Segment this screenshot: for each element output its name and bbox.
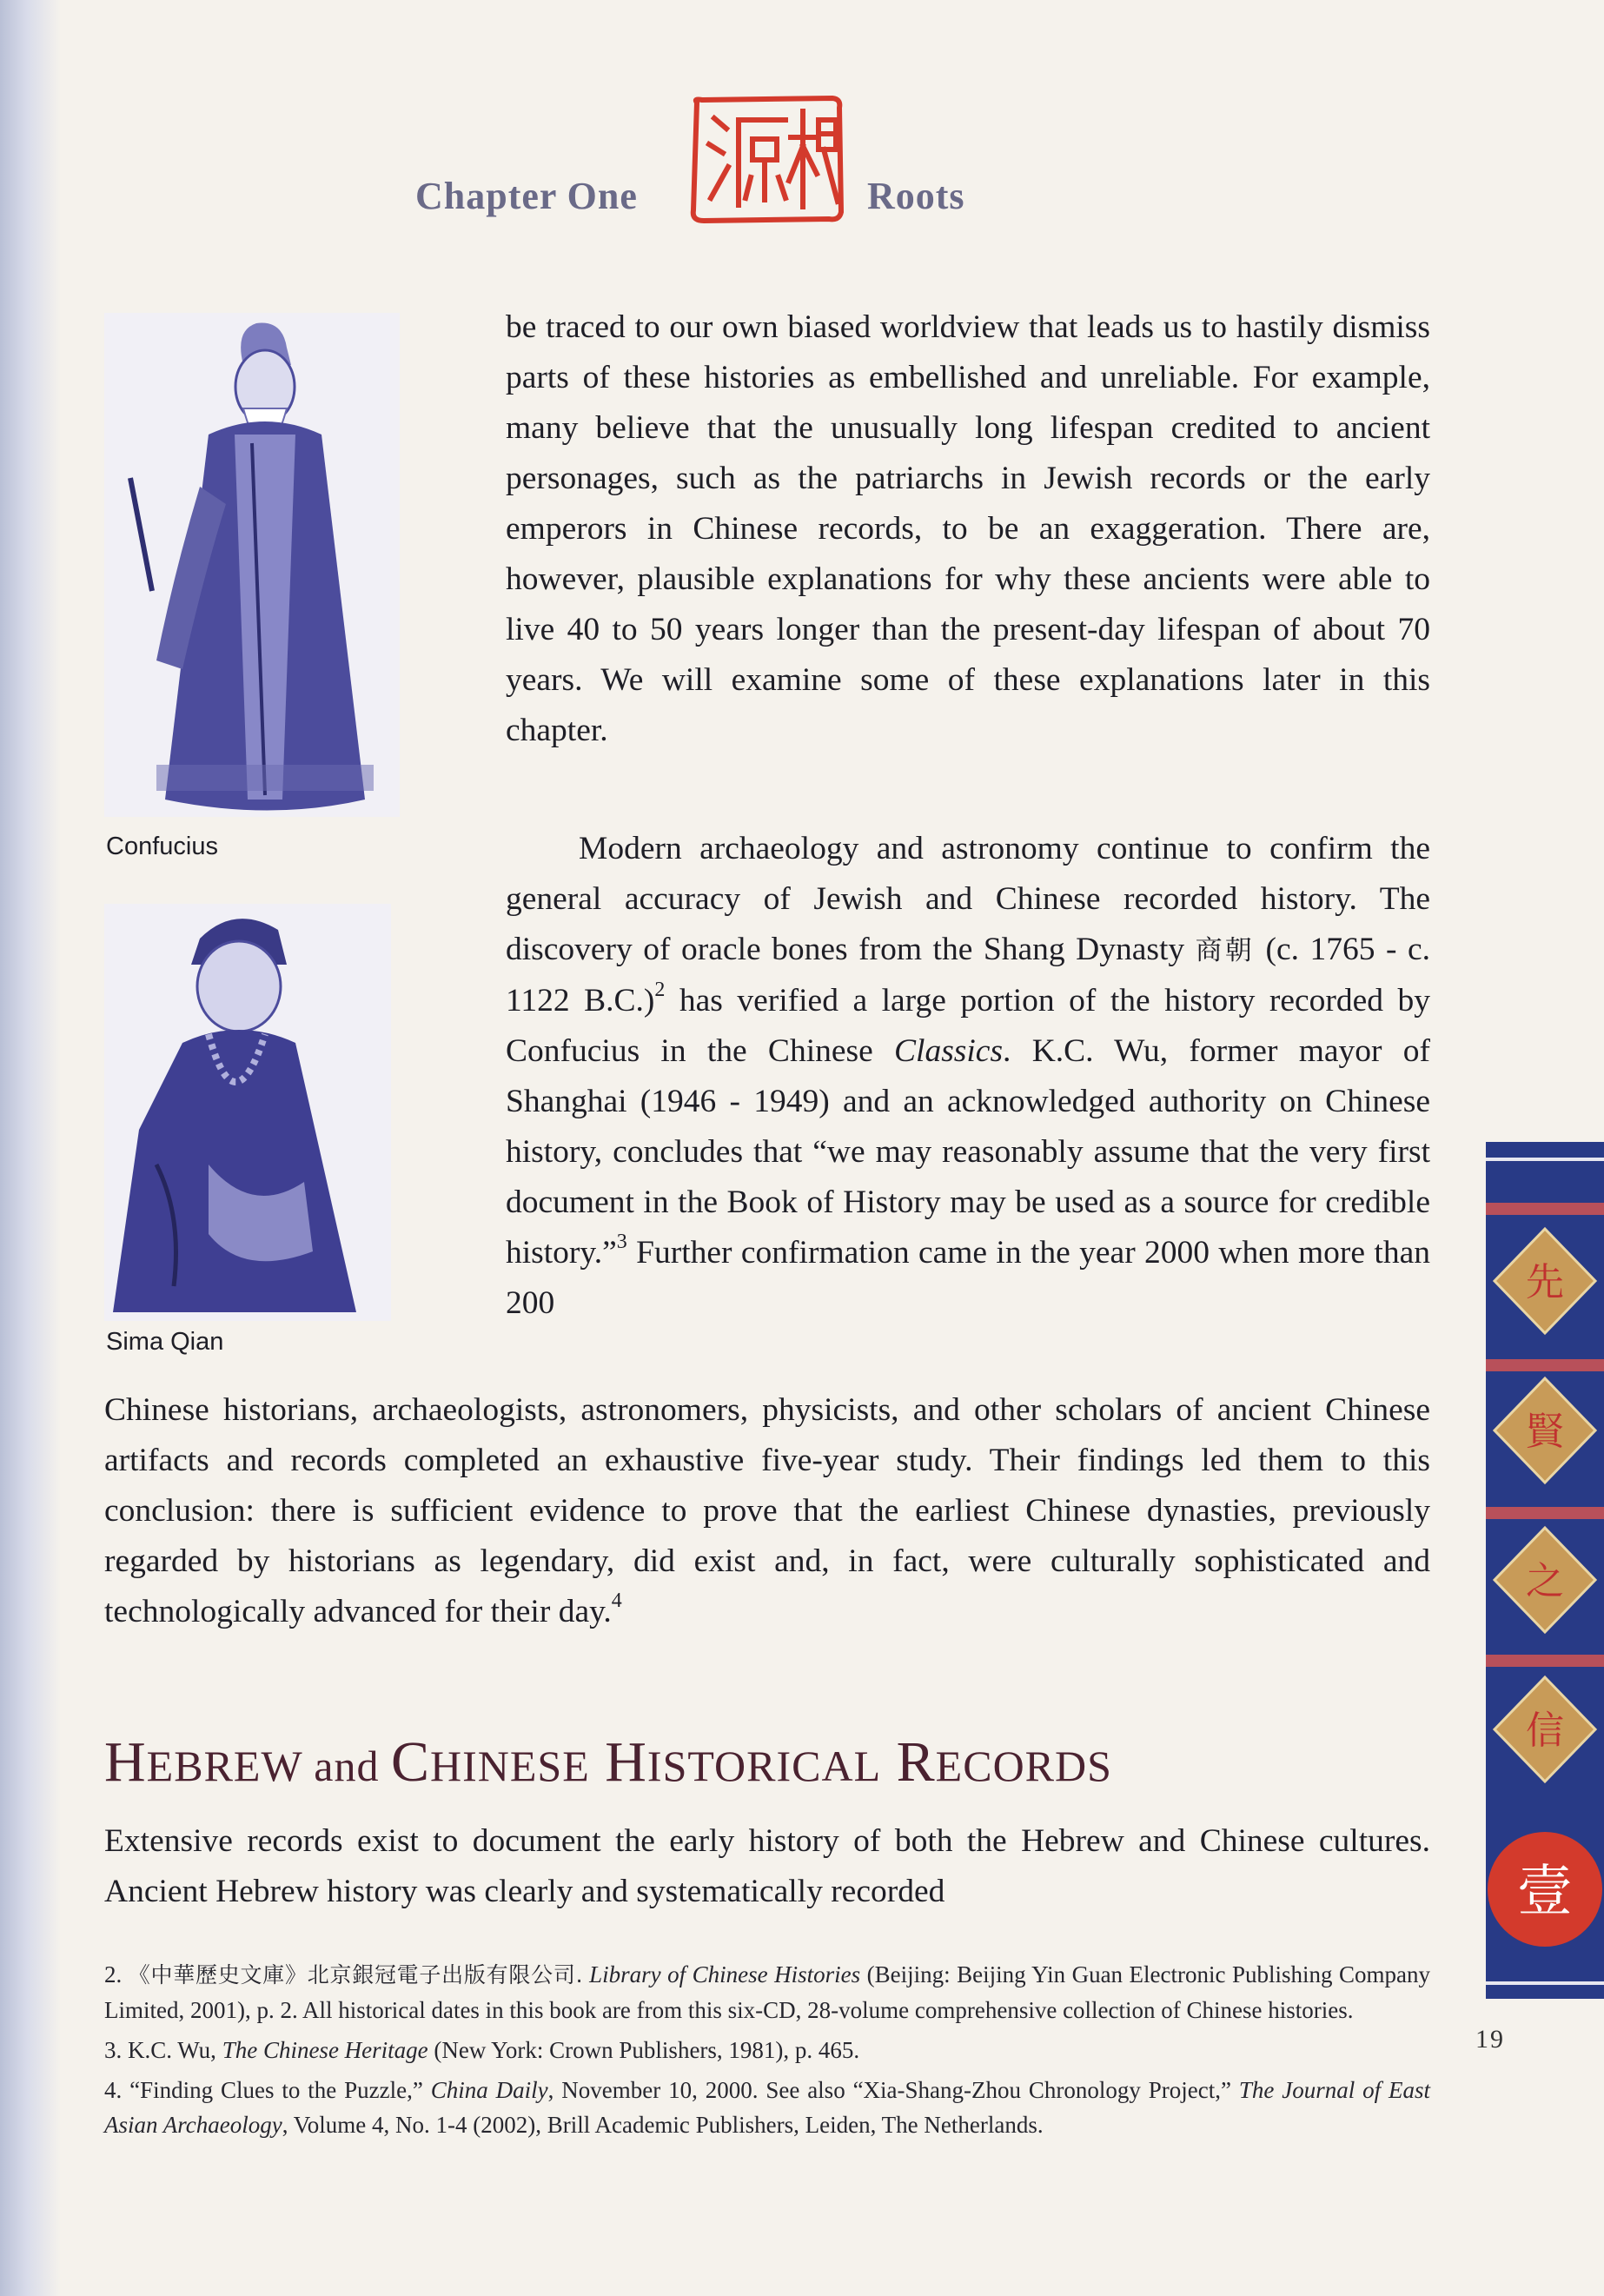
paragraph-text: be traced to our own biased worldview that leads us to hastily dismiss parts of these histories as embellished and unreliable. For example, many believe that the unusually long lifespan credited to ancient personages, such as the patriarchs in Jewish records or the early emperors in Chinese records, to be an exaggeration. There are, however, plausible explanations for why these ancients were able to live 40 to 50 years longer than the present-day lifespan of about 70 years. We will examine some of these explanations later in this chapter. <box>506 309 1430 748</box>
band-char: 先 <box>1526 1260 1564 1304</box>
confucius-portrait <box>104 313 400 817</box>
footnote <box>104 2073 1430 2142</box>
footnote-text: , November 10, 2000. See also “Xia-Shang-Zhou Chronology Project,” <box>547 2077 1239 2103</box>
text-span: has verified a large portion of the history recorded by Confucius in the Chinese <box>506 983 1431 1069</box>
section-heading <box>104 1729 1112 1795</box>
sima-qian-portrait <box>104 904 391 1321</box>
footnote-title: The Chinese Heritage <box>222 2037 428 2063</box>
footnote-title: The Journal of East Asian Archaeology <box>104 2077 1431 2138</box>
heading-part: R <box>881 1730 936 1794</box>
body-paragraph <box>506 824 1430 1329</box>
heading-part: HINESE <box>429 1742 590 1790</box>
figure-caption: Sima Qian <box>106 1328 224 1356</box>
chapter-side-band <box>1486 1142 1604 1999</box>
chapter-title: Roots <box>867 175 965 217</box>
footnote-ref[interactable]: 4 <box>611 1589 622 1612</box>
chapter-header <box>408 94 1017 224</box>
page-gutter-shadow <box>0 0 61 2296</box>
italic-title: Classics <box>894 1033 1004 1069</box>
footnote-text: , Volume 4, No. 1-4 (2002), Brill Academic Publishers, Leiden, The Netherlands. <box>282 2112 1044 2138</box>
text-span: . K.C. Wu, former mayor of Shanghai (1946 - 1949) and an acknowledged authority on Chinese history, concludes that “we may reasonably assume that the very first document in the Book of History may be used as a source for credible history.” <box>506 1033 1430 1271</box>
footnote-text: “Finding Clues to the Puzzle,” <box>129 2077 431 2103</box>
footnote-text: (New York: Crown Publishers, 1981), p. 465. <box>428 2037 860 2063</box>
heading-part: H <box>104 1730 147 1794</box>
band-ornaments <box>1486 1142 1604 1999</box>
heading-part: H <box>589 1730 647 1794</box>
body-paragraph <box>506 302 1430 756</box>
footnote-number: 4. <box>104 2077 123 2103</box>
footnote-title: Library of Chinese Histories <box>589 1961 861 1987</box>
footnote-text: (Beijing: Beijing Yin Guan Electronic Publishing Company Limited, 2001), p. 2. All historical dates in this book are from this six-CD, 28-volume comprehensive collection of Chinese histories. <box>104 1961 1430 2023</box>
body-paragraph <box>104 1385 1430 1637</box>
text-span: Further confirmation came in the year 2000 when more than 200 <box>506 1235 1430 1321</box>
heading-part: ISTORICAL <box>646 1742 882 1790</box>
footnote-number: 3. <box>104 2037 123 2063</box>
roots-seal-stamp <box>685 94 846 224</box>
chinese-text: 商朝 <box>1195 935 1255 966</box>
body-paragraph <box>104 1816 1430 1917</box>
footnote <box>104 2033 1430 2067</box>
paragraph-text: Extensive records exist to document the early history of both the Hebrew and Chinese cultures. Ancient Hebrew history was clearly and systematically recorded <box>104 1823 1430 1909</box>
page-number: 19 <box>1475 2025 1505 2054</box>
footnote-number: 2. <box>104 1961 123 1987</box>
band-char: 信 <box>1526 1709 1564 1753</box>
heading-part: C <box>390 1730 430 1794</box>
footnote-title: China Daily <box>430 2077 548 2103</box>
text-span: (c. 1765 - c. 1122 B.C.) <box>506 932 1431 1019</box>
paragraph-text <box>104 1385 1430 1637</box>
figure-caption: Confucius <box>106 833 218 860</box>
footnote-chinese: 《中華歷史文庫》北京銀冠電子出版有限公司. <box>128 1962 583 1987</box>
band-char: 之 <box>1526 1559 1564 1603</box>
paragraph-text <box>506 824 1430 1329</box>
heading-part: and <box>302 1742 391 1790</box>
band-char: 賢 <box>1526 1410 1564 1454</box>
chapter-label: Chapter One <box>415 175 638 217</box>
text-span: Chinese historians, archaeologists, astronomers, physicists, and other scholars of ancient Chinese artifacts and records completed an exhaustive five-year study. Their findings led them to this conclusion: there is sufficient evidence to prove that the earliest Chinese dynasties, previously regarded by historians as legendary, did exist and, in fact, were culturally sophisticated and technologically advanced for their day. <box>104 1392 1430 1629</box>
text-span: Modern archaeology and astronomy continue to confirm the general accuracy of Jewish and Chinese recorded history. The discovery of oracle bones from the Shang Dynasty <box>506 831 1430 967</box>
footnote-ref[interactable]: 3 <box>616 1230 627 1253</box>
band-circle-char: 壹 <box>1517 1860 1573 1924</box>
footnotes <box>104 1957 1430 2147</box>
heading-part: EBREW <box>146 1742 302 1790</box>
heading-part: ECORDS <box>935 1742 1112 1790</box>
footnote <box>104 1957 1430 2027</box>
footnote-text: K.C. Wu, <box>128 2037 222 2063</box>
footnote-ref[interactable]: 2 <box>654 978 666 1001</box>
